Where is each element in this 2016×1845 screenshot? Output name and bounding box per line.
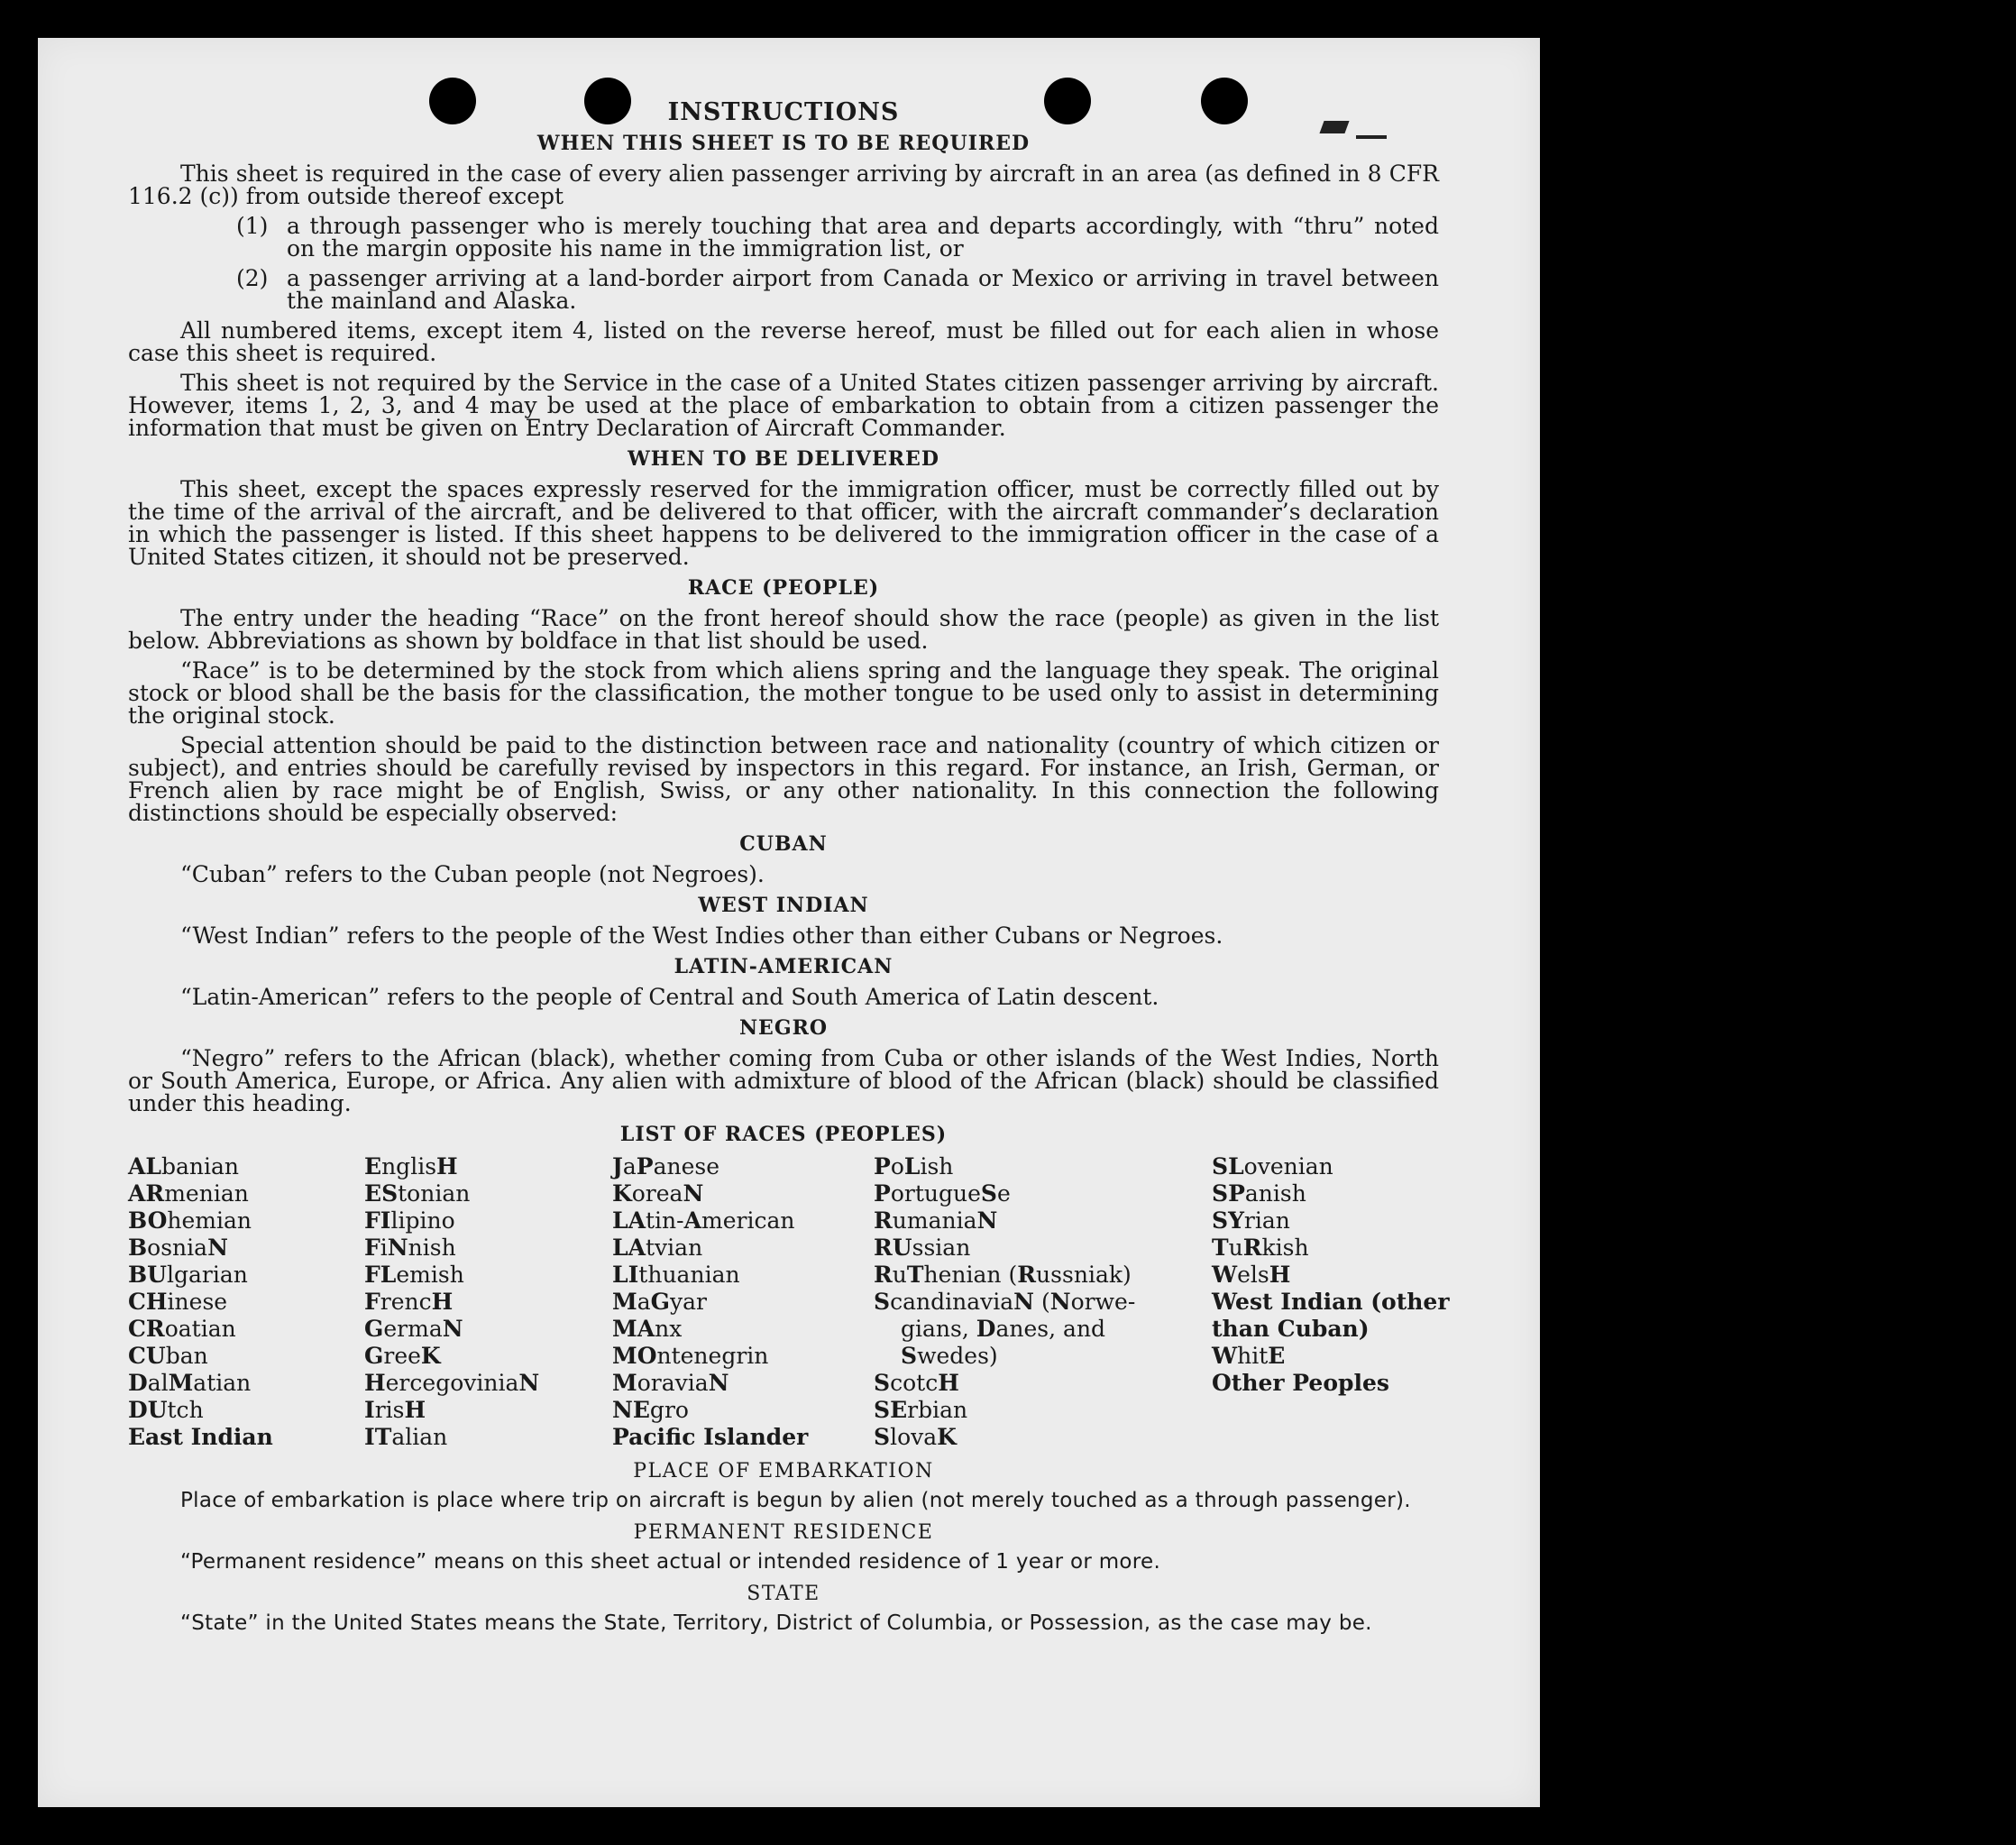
list-item <box>236 267 1439 312</box>
race-entry: West Indian (other <box>1212 1289 1450 1315</box>
race-column-4 <box>874 1153 1212 1451</box>
race-entry: Pacific Islander <box>612 1424 809 1450</box>
race-entry: KoreaN <box>612 1180 704 1207</box>
paragraph: Special attention should be paid to the distinction between race and nationality (country of which citizen or subject), and entries should be carefully revised by inspectors in this regard. For instance, an Irish, German, or French alien by race might be of English, Swiss, or any other nationality. In this connection the following distinctions should be especially observed: <box>128 732 1439 826</box>
race-entry: Swedes) <box>901 1343 998 1369</box>
race-entry: than Cuban) <box>1212 1316 1370 1342</box>
race-entry: BosniaN <box>128 1235 228 1261</box>
paragraph: The entry under the heading “Race” on the front hereof should show the race (people) as given in the list below. Abbreviations as shown by boldface in that list should be used. <box>128 605 1439 654</box>
item-text: a passenger arriving at a land-border airport from Canada or Mexico or arriving in travel between the mainland and Alaska. <box>287 265 1439 314</box>
race-entry: FIlipino <box>364 1207 455 1234</box>
race-entry: EnglisH <box>364 1153 458 1180</box>
paragraph: “Race” is to be determined by the stock from which aliens spring and the language they speak. The original stock or blood shall be the basis for the classification, the mother tongue to be used only to assist in determining the original stock. <box>128 657 1439 729</box>
race-entry: DUtch <box>128 1397 204 1423</box>
race-entry: GermaN <box>364 1316 463 1342</box>
section-heading-when-required: WHEN THIS SHEET IS TO BE REQUIRED <box>536 132 1031 155</box>
paragraph: “Cuban” refers to the Cuban people (not Negroes). <box>180 861 765 887</box>
race-entry: TuRkish <box>1212 1235 1309 1261</box>
race-entry: MoraviaN <box>612 1370 729 1396</box>
race-entry: RuThenian (Russniak) <box>874 1262 1132 1288</box>
document-page <box>38 38 1540 1807</box>
race-list <box>128 1153 1450 1451</box>
race-entry: RUssian <box>874 1235 971 1261</box>
section-heading-latin-american: LATIN-AMERICAN <box>674 955 893 978</box>
race-entry: WelsH <box>1212 1262 1291 1288</box>
section-heading-when-delivered: WHEN TO BE DELIVERED <box>628 447 939 471</box>
paragraph: “Permanent residence” means on this sheet actual or intended residence of 1 year or more. <box>180 1550 1161 1574</box>
race-entry: NEgro <box>612 1397 689 1423</box>
race-entry: MOntenegrin <box>612 1343 769 1369</box>
race-entry: JaPanese <box>612 1153 720 1180</box>
paragraph: “West Indian” refers to the people of the West Indies other than either Cubans or Negroes. <box>180 922 1223 949</box>
race-entry: SPanish <box>1212 1180 1306 1207</box>
race-entry: East Indian <box>128 1424 273 1450</box>
race-entry: gians, Danes, and <box>901 1316 1106 1342</box>
race-entry: CHinese <box>128 1289 228 1315</box>
page-title: INSTRUCTIONS <box>667 98 900 126</box>
race-entry: WhitE <box>1212 1343 1286 1369</box>
section-heading-negro: NEGRO <box>738 1016 829 1040</box>
race-entry: FiNnish <box>364 1235 456 1261</box>
race-entry: PortugueSe <box>874 1180 1011 1207</box>
race-entry: PoLish <box>874 1153 954 1180</box>
race-entry: CRoatian <box>128 1316 236 1342</box>
race-entry: LAtvian <box>612 1235 703 1261</box>
section-heading-state: STATE <box>747 1583 820 1605</box>
section-heading-cuban: CUBAN <box>739 832 828 856</box>
item-text: a through passenger who is merely touching that area and departs accordingly, with “thru” noted on the margin opposite his name in the immigration list, or <box>287 213 1439 262</box>
section-heading-race: RACE (PEOPLE) <box>687 576 880 600</box>
race-entry: MaGyar <box>612 1289 707 1315</box>
list-item <box>236 215 1439 260</box>
race-entry: MAnx <box>612 1316 683 1342</box>
race-entry: DalMatian <box>128 1370 252 1396</box>
race-entry: FrencH <box>364 1289 454 1315</box>
race-entry: BUlgarian <box>128 1262 248 1288</box>
race-entry: CUban <box>128 1343 208 1369</box>
paragraph: “Latin-American” refers to the people of Central and South America of Latin descent. <box>180 984 1159 1010</box>
paragraph: This sheet, except the spaces expressly reserved for the immigration officer, must be correctly filled out by the time of the arrival of the aircraft, and be delivered to that officer, with the aircraft commander’s declaration in which the passenger is listed. If this sheet happens to be delivered to the immigration officer in the case of a United States citizen, it should not be preserved. <box>128 476 1439 570</box>
section-heading-west-indian: WEST INDIAN <box>698 894 869 917</box>
race-entry: SYrian <box>1212 1207 1290 1234</box>
race-entry: IrisH <box>364 1397 426 1423</box>
race-entry: GreeK <box>364 1343 441 1369</box>
race-entry: HercegoviniaN <box>364 1370 540 1396</box>
race-entry: BOhemian <box>128 1207 252 1234</box>
definitions-section <box>128 1460 1439 1635</box>
paragraph: This sheet is required in the case of every alien passenger arriving by aircraft in an area (as defined in 8 CFR 116.2 (c)) from outside thereof except <box>128 161 1439 209</box>
race-entry: LAtin-American <box>612 1207 795 1234</box>
section-heading-embarkation: PLACE OF EMBARKATION <box>633 1460 934 1482</box>
section-heading-residence: PERMANENT RESIDENCE <box>633 1521 934 1544</box>
race-entry: ARmenian <box>128 1180 249 1207</box>
race-entry: SlovaK <box>874 1424 957 1450</box>
item-number: (2) <box>236 265 269 291</box>
race-entry: RumaniaN <box>874 1207 998 1234</box>
race-entry: ScotcH <box>874 1370 959 1396</box>
race-entry: FLemish <box>364 1262 464 1288</box>
section-heading-list-of-races: LIST OF RACES (PEOPLES) <box>619 1123 948 1146</box>
race-entry: Other Peoples <box>1212 1370 1389 1396</box>
race-column-5 <box>1212 1153 1450 1451</box>
race-column-1 <box>128 1153 364 1451</box>
race-entry: ScandinaviaN (Norwe- <box>874 1289 1136 1315</box>
race-entry: EStonian <box>364 1180 471 1207</box>
paragraph: Place of embarkation is place where trip on aircraft is begun by alien (not merely touched as a through passenger). <box>180 1489 1411 1512</box>
race-column-2 <box>364 1153 612 1451</box>
race-entry: SLovenian <box>1212 1153 1333 1180</box>
paragraph: “Negro” refers to the African (black), whether coming from Cuba or other islands of the West Indies, North or South America, Europe, or Africa. Any alien with admixture of blood of the African (black) should be classified under this heading. <box>128 1045 1439 1116</box>
race-entry: LIthuanian <box>612 1262 740 1288</box>
race-entry: SErbian <box>874 1397 968 1423</box>
paragraph: This sheet is not required by the Service in the case of a United States citizen passenger arriving by aircraft. However, items 1, 2, 3, and 4 may be used at the place of embarkation to obtain from a citizen passenger the information that must be given on Entry Declaration of Aircraft Commander. <box>128 370 1439 441</box>
race-entry: ALbanian <box>128 1153 240 1180</box>
item-number: (1) <box>236 213 269 239</box>
paragraph: “State” in the United States means the State, Territory, District of Columbia, or Possession, as the case may be. <box>180 1611 1372 1635</box>
race-column-3 <box>612 1153 874 1451</box>
race-entry: ITalian <box>364 1424 448 1450</box>
instructions-body <box>128 98 1450 1642</box>
paragraph: All numbered items, except item 4, listed on the reverse hereof, must be filled out for each alien in whose case this sheet is required. <box>128 317 1439 366</box>
